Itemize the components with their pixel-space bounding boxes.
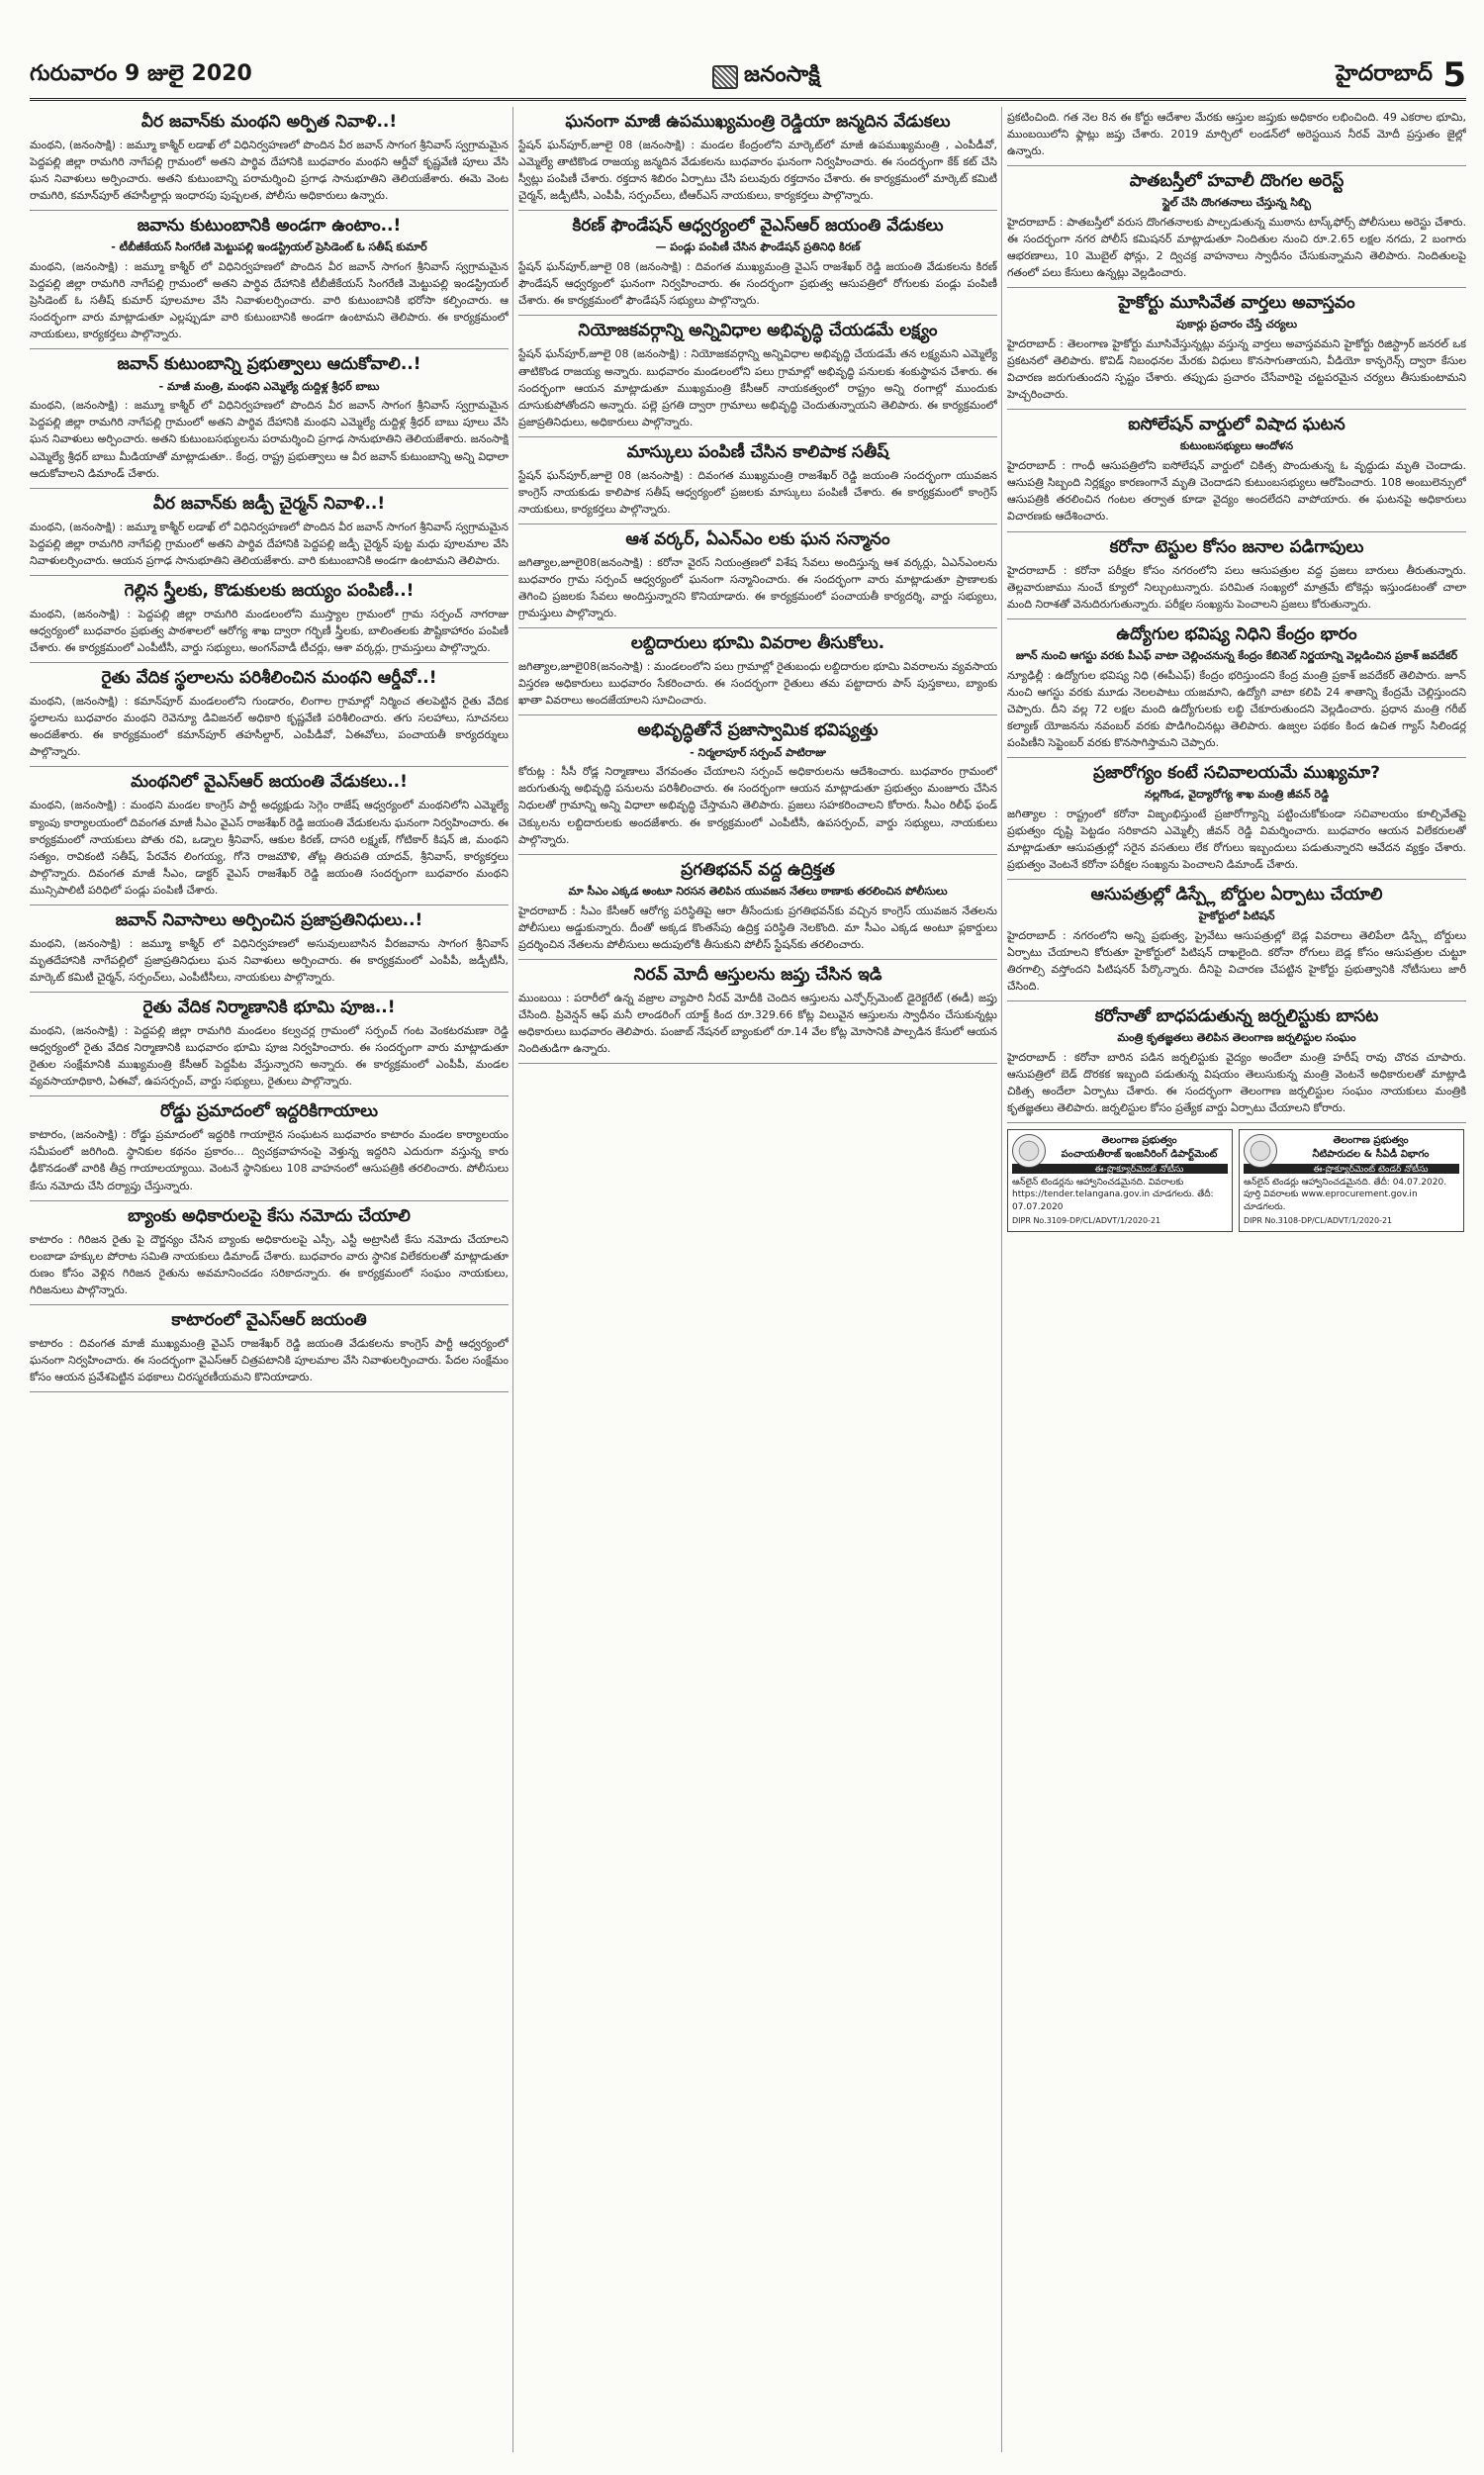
article-body: మంథని, (జనంసాక్షి) : జమ్మూ కాశ్మీర్ లో విధినిర్వహణలో పొందిన వీర జవాన్ సాగంగ శ్రీనివాస్ స్వగ్రామమైన పెద్దపల్లి జిల్లా రామగిరి నాగేపల్లి గ్రామంలో అతని పార్థివ దేహానికి టీబీజీకేయస్ సింగరేణి మెట్టుపల్లి ఇండస్ట్రియల్ ప్రెసిడెంట్ ఓ సతీష్ కుమార్ పూలమాల వేసి నివాళులర్పించారు. వారి కుటుంబానికి భరోసా కల్పించారు. ఆ సందర్భంగా వారు మాట్లాడుతూ ఎల్లప్పుడూ వారి కుటుంబానికి అండగా ఉంటామని తెలిపారు. ఈ కార్యక్రమంలో నాయకులు, కార్యకర్తలు పాల్గొన్నారు. [30, 260, 509, 341]
news-article [30, 349, 509, 488]
page-number: 5 [1442, 55, 1466, 95]
article-headline: ఆశ వర్కర్, ఏఎన్ఎం లకు ఘన సన్మానం [625, 528, 890, 549]
paper-name: జనంసాక్షి [744, 62, 820, 87]
article-headline: వీర జవాన్‌కు మంథని అర్పిత నివాళి..! [140, 112, 398, 132]
ad-notice-bar: ఈ-ప్రొక్యూర్‌మెంట్ నోటీసు [1012, 1164, 1228, 1174]
column-3 [1007, 107, 1466, 2452]
column-2 [518, 107, 997, 2452]
edition-city: హైదరాబాద్ [1336, 61, 1433, 86]
article-headline: హైకోర్టు మూసివేత వార్తలు అవాస్తవం [1118, 293, 1355, 314]
article-body: ముంబయి : పరారీలో ఉన్న వజ్రాల వ్యాపారి నీరవ్ మోదీకి చెందిన ఆస్తులను ఎన్ఫోర్స్‌మెంట్ డైరెక్టరేట్ (ఈడీ) జప్తు చేసింది. ప్రివెన్షన్ ఆఫ్ మనీ లాండరింగ్ యాక్ట్ కింద రూ.329.66 కోట్ల విలువైన ఆస్తులను స్వాధీనం చేసుకున్నట్లు అధికారులు బుధవారం తెలిపారు. పంజాబ్ నేషనల్ బ్యాంకులో రూ.14 వేల కోట్ల మోసానికి పాల్పడిన కేసులో ఆయన నిందితుడిగా ఉన్నారు. [518, 991, 997, 1055]
article-body: హైదరాబాద్ : కరోనా బారిన పడిన జర్నలిస్టుకు వైద్యం అందేలా మంత్రి హరీష్ రావు చొరవ చూపారు. ఆసుపత్రిలో బెడ్ దొరకక ఇబ్బంది పడుతున్న విషయం తెలుసుకున్న మంత్రి వెంటనే అధికారులతో మాట్లాడి చికిత్స అందేలా ఏర్పాటు చేశారు. ఈ సందర్భంగా తెలంగాణ జర్నలిస్టుల సంఘం నాయకులు మంత్రికి కృతజ్ఞతలు తెలిపారు. జర్నలిస్టుల కోసం ప్రత్యేక వార్డు ఏర్పాటు చేయాలని కోరారు. [1007, 1051, 1466, 1115]
article-headline: పాతబస్తీలో హవాలీ దొంగల అరెస్ట్ [1129, 171, 1345, 192]
article-subheadline: హైకోర్టులో పిటిషన్ [1198, 909, 1275, 923]
news-article [30, 1305, 509, 1392]
ad-subtitle: పంచాయతీరాజ్ ఇంజనీరింగ్ డిపార్ట్‌మెంట్ [1061, 1148, 1218, 1160]
logo-icon [712, 65, 738, 89]
ad-notice-bar: ఈ-ప్రొక్యూర్‌మెంట్ టెండర్ నోటీసు [1244, 1164, 1459, 1174]
article-body: మంథని, (జనంసాక్షి) : జమ్మూ కాశ్మీర్ లో విధినిర్వహణలో పొందిన వీర జవాన్ సాగంగ శ్రీనివాస్ స్వగ్రామమైన పెద్దపల్లి జిల్లా రామగిరి నాగేపల్లి గ్రామంలో అతని పార్థివ దేహానికి మంథని ఎమ్మెల్యే దుద్దిళ్ల శ్రీధర్ బాబు పూలు వేసి ఘన నివాళులు అర్పించారు. అతని కుటుంబసభ్యులను పరామర్శించి ప్రగాఢ సానుభూతిని తెలియజేశారు. జనంసాక్షి ఎమ్మెల్యే శ్రీధర్ బాబు మీడియాతో మాట్లాడుతూ.. కేంద్ర, రాష్ట్ర ప్రభుత్వాలు ఆ వీర జవాన్ కుటుంబాన్ని అన్ని విధాలా ఆదుకోవాలని డిమాండ్ చేశారు. [30, 399, 509, 480]
article-body: హైదరాబాద్ : పాతబస్తీలో వరుస దొంగతనాలకు పాల్పడుతున్న ముఠాను టాస్క్‌ఫోర్స్ పోలీసులు అరెస్టు చేశారు. ఈ సందర్భంగా నగర పోలీస్ కమిషనర్ మాట్లాడుతూ నిందితుల నుంచి రూ.2.65 లక్షల నగదు, 2 బంగారు ఆభరణాలు, 10 మొబైల్ ఫోన్లు, 2 ద్విచక్ర వాహనాలు స్వాధీనం చేసుకున్నామని తెలిపారు. నిందితులపై గతంలో పలు కేసులు ఉన్నట్లు వెల్లడించారు. [1007, 216, 1466, 280]
column-divider [1001, 107, 1002, 2452]
article-headline: కరోనాతో బాధపడుతున్న జర్నలిస్టుకు బాసట [1094, 1006, 1379, 1027]
article-headline: రైతు వేదిక స్థలాలను పరిశీలించిన మంథని ఆర్డీవో..! [101, 668, 437, 689]
article-subheadline: పుకార్లు ప్రచారం చేస్తే చర్యలు [1176, 318, 1297, 332]
news-article [30, 993, 509, 1096]
article-subheadline: మంత్రి కృతజ్ఞతలు తెలిపిన తెలంగాణ జర్నలిస్టుల సంఘం [1117, 1031, 1356, 1045]
ad-body: ఆన్‌లైన్ టెండర్లు ఆహ్వానించడమైనది. తేదీ: 04.07.2020. పూర్తి వివరాలకు www.eprocurement.gov.in చూడగలరు. [1244, 1178, 1447, 1212]
ad-title: తెలంగాణ ప్రభుత్వం [1101, 1135, 1177, 1147]
ad-body: ఆన్‌లైన్ టెండర్లను ఆహ్వానించడమైనది. వివరాలకు https://tender.telangana.gov.in చూడగలరు. తేదీ: 07.07.2020 [1012, 1178, 1214, 1212]
government-ad-1 [1007, 1129, 1233, 1231]
article-headline: మంథనిలో వైఎస్ఆర్ జయంతి వేడుకలు..! [131, 772, 408, 793]
news-article [518, 437, 997, 524]
news-article [30, 1096, 509, 1200]
article-headline: నిరవ్ మోదీ ఆస్తులను జప్తు చేసిన ఇడి [633, 964, 882, 985]
news-article [1007, 880, 1466, 1001]
article-subheadline: స్టైల్ చేసి దొంగతనాలు చేస్తున్న సిబ్బి [1161, 196, 1312, 210]
article-body: హైదరాబాద్ : గాంధీ ఆసుపత్రిలోని ఐసోలేషన్ వార్డులో చికిత్స పొందుతున్న ఓ వృద్ధుడు మృతి చెందాడు. ఆసుపత్రి సిబ్బంది నిర్లక్ష్యం కారణంగానే మృతి చెందాడని కుటుంబసభ్యులు ఆరోపించారు. 108 అంబులెన్సులో ఆసుపత్రికి తరలించిన గంటల తర్వాత కూడా వైద్యం అందలేదని వాపోయారు. ఈ ఘటనపై అధికారులు విచారణకు ఆదేశించారు. [1007, 459, 1466, 524]
news-article [1007, 758, 1466, 880]
article-headline: ఉద్యోగుల భవిష్య నిధిని కేంద్రం భారం [1116, 623, 1357, 644]
news-article [30, 1201, 509, 1305]
article-headline: జవాను కుటుంబానికి అండగా ఉంటాం..! [137, 216, 402, 237]
article-body: కాటారం : దివంగత మాజీ ముఖ్యమంత్రి వైఎస్ రాజశేఖర్ రెడ్డి జయంతి వేడుకలను కాంగ్రెస్ పార్టీ ఆధ్వర్యంలో ఘనంగా నిర్వహించారు. ఈ సందర్భంగా వైఎస్ఆర్ చిత్రపటానికి పూలమాల వేసి నివాళులర్పించారు. పేదల సంక్షేమం కోసం ఆయన ప్రవేశపెట్టిన పథకాలు చిరస్మరణీయమని కొనియాడారు. [30, 1336, 509, 1384]
article-body: కాటారం, (జనంసాక్షి) : రోడ్డు ప్రమాదంలో ఇద్దరికి గాయాలైన సంఘటన బుధవారం కాటారం మండల కార్యాలయం సమీపంలో జరిగింది. స్థానికుల కథనం ప్రకారం... ద్విచక్రవాహనంపై వెళ్తున్న ఇద్దరిని ఎదురుగా వస్తున్న కారు ఢీకొనడంతో వారికి తీవ్ర గాయాలయ్యాయి. వెంటనే స్థానికులు 108 వాహనంలో ఆసుపత్రికి తరలించారు. పోలీసులు కేసు నమోదు చేసి దర్యాప్తు చేస్తున్నారు. [30, 1128, 509, 1192]
emblem-icon [1012, 1134, 1046, 1168]
news-article [30, 107, 509, 211]
news-article [1007, 166, 1466, 288]
article-headline: ఆసుపత్రుల్లో డిస్ప్లే బోర్డుల ఏర్పాటు చేయాలి [1090, 885, 1383, 905]
issue-date: గురువారం 9 జులై 2020 [30, 61, 252, 86]
article-body: హైదరాబాద్ : సీఎం కేసీఆర్ ఆరోగ్య పరిస్థితిపై ఆరా తీసేందుకు ప్రగతిభవన్‌కు వచ్చిన కాంగ్రెస్ యువజన నేతలను పోలీసులు అడ్డుకున్నారు. దీంతో అక్కడ కొంతసేపు ఉద్రిక్త పరిస్థితి నెలకొంది. మా సీఎం ఎక్కడ అంటూ ప్లకార్డులు ప్రదర్శించిన నేతలను పోలీసులు అదుపులోకి తీసుకుని పోలీస్ స్టేషన్‌కు తరలించారు. [518, 904, 997, 951]
news-article [30, 905, 509, 993]
article-body: ప్రకటించింది. గత నెల 8న ఈ కోర్టు ఆదేశాల మేరకు ఆస్తుల జప్తుకు అధికారం లభించింది. 49 ఎకరాల భూమి, ముంబయిలోని ఫ్లాట్లు జప్తు చేశారు. 2019 మార్చిలో లండన్‌లో అరెస్టయిన నీరవ్ మోదీ ప్రస్తుతం జైల్లో ఉన్నారు. [1007, 111, 1466, 158]
news-article [30, 211, 509, 349]
ad-footer: DIPR No.3109-DP/CL/ADVT/1/2020-21 [1012, 1215, 1161, 1225]
news-article [1007, 532, 1466, 619]
news-article [30, 663, 509, 767]
article-headline: వీర జవాన్‌కు జడ్పీ చైర్మన్ నివాళి..! [152, 493, 386, 514]
article-headline: కాటారంలో వైఎస్ఆర్ జయంతి [171, 1309, 367, 1330]
news-article [518, 211, 997, 316]
article-headline: ప్రజారోగ్యం కంటే సచివాలయమే ముఖ్యమా? [1092, 762, 1381, 783]
article-body: మంథని, (జనంసాక్షి) : జమ్మూ కాశ్మీర్ లో విధినిర్వహణలో అసువులుబాసిన వీరజవాను సాగంగ శ్రీనివాస్ మృతదేహానికి నాగేపల్లిలో ప్రజాప్రతినిధులు ఘన నివాళులు అర్పించారు. ఈ కార్యక్రమంలో ఎంపీపీ, జడ్పీటీసీ, మార్కెట్ కమిటీ చైర్మన్, సర్పంచ్‌లు, ఎంపీటీసీలు, నాయకులు పాల్గొన్నారు. [30, 936, 509, 984]
news-article [1007, 107, 1466, 166]
article-body: మంథని, (జనంసాక్షి) : జమ్మూ కాశ్మీర్ లడాఖ్ లో విధినిర్వహణలో పొందిన వీర జవాన్ సాగంగ శ్రీనివాస్ స్వగ్రామమైన పెద్దపల్లి జిల్లా రామగిరి నాగేపల్లి గ్రామంలో అతని పార్థివ దేహానికి పెద్దపల్లి జడ్పీ చైర్మన్ పుట్ట మధు పూలమాల వేసి నివాళులర్పించారు. ఆయన ప్రగాఢ సానుభూతిని తెలియజేశారు. వారి కుటుంబానికి అండగా ఉంటామని తెలిపారు. [30, 520, 509, 567]
article-headline: రైతు వేదిక నిర్మాణానికి భూమి పూజ..! [142, 997, 396, 1017]
article-headline: కిరణ్ ఫౌండేషన్ ఆధ్వర్యంలో వైఎస్ఆర్ జయంతి వేడుకలు [572, 216, 944, 237]
ad-footer: DIPR No.3108-DP/CL/ADVT/1/2020-21 [1244, 1215, 1393, 1225]
article-headline: జవాన్ నివాసాలు అర్పించిన ప్రజాప్రతినిధులు..! [115, 909, 423, 930]
column-1 [30, 107, 509, 2452]
article-body: స్టేషన్ ఘన్‌పూర్,జూలై 08 (జనంసాక్షి) : దివంగత ముఖ్యమంత్రి వైఎస్ రాజశేఖర్ రెడ్డి జయంతి వేడుకలను కిరణ్ ఫౌండేషన్ ఆధ్వర్యంలో ఘనంగా నిర్వహించారు. ఈ సందర్భంగా ప్రభుత్వ ఆసుపత్రిలో రోగులకు పండ్లు పంపిణీ చేశారు. ఈ కార్యక్రమంలో ఫౌండేషన్ సభ్యులు పాల్గొన్నారు. [518, 260, 997, 308]
article-headline: ప్రగతిభవన్ వద్ద ఉద్రిక్తత [681, 859, 835, 880]
masthead [30, 57, 1466, 101]
paper-logo [712, 57, 861, 97]
news-article [30, 489, 509, 576]
article-headline: ఘనంగా మాజీ ఉపముఖ్యమంత్రి రెడ్డియా జన్మదిన వేడుకలు [565, 112, 951, 132]
news-article [518, 628, 997, 715]
ad-title: తెలంగాణ ప్రభుత్వం [1333, 1135, 1409, 1147]
article-subheadline: నల్లగొండ, వైద్యారోగ్య శాఖ మంత్రి జీవన్ రెడ్డి [1144, 788, 1330, 802]
article-subheadline: - టీబీజీకేయస్ సింగరేణి మెట్టుపల్లి ఇండస్ట్రియల్ ప్రెసిడెంట్ ఓ సతీష్ కుమార్ [111, 240, 427, 254]
ads-row [1007, 1129, 1466, 1231]
article-body: మంథని, (జనంసాక్షి) : పెద్దపల్లి జిల్లా రామగిరి మండలం కల్వచర్ల గ్రామంలో సర్పంచ్ గంట వెంకటరమణా రెడ్డి ఆధ్వర్యంలో రైతు వేదిక నిర్మాణానికి బుధవారం భూమి పూజ నిర్వహించారు. ఈ సందర్భంగా వారు మాట్లాడుతూ రైతుల సంక్షేమానికి ముఖ్యమంత్రి కేసీఆర్ పెద్దపీట వేస్తున్నారని అన్నారు. ఈ కార్యక్రమంలో ఎంపీపీ, మండల వ్యవసాయాధికారి, ఏఈవో, ఉపసర్పంచ్, వార్డు సభ్యులు, రైతులు పాల్గొన్నారు. [30, 1024, 509, 1089]
news-article [518, 107, 997, 211]
article-headline: లబ్దిదారులు భూమి వివరాల తీసుకోలు. [630, 633, 885, 654]
article-body: జగిత్యాల : రాష్ట్రంలో కరోనా విజృంభిస్తుంటే ప్రజారోగ్యాన్ని పట్టించుకోకుండా సచివాలయం కూల్చివేతపై ప్రభుత్వం దృష్టి పెట్టడం సరికాదని ఎమ్మెల్సీ జీవన్ రెడ్డి విమర్శించారు. బుధవారం ఆయన విలేకరులతో మాట్లాడుతూ ఆసుపత్రుల్లో సరైన వసతులు లేక రోగులు ఇబ్బందులు పడుతున్నారని ఆవేదన వ్యక్తం చేశారు. ప్రభుత్వం వెంటనే కరోనా పరీక్షల సంఖ్యను పెంచాలని డిమాండ్ చేశారు. [1007, 807, 1466, 871]
news-article [1007, 288, 1466, 410]
article-body: స్టేషన్ ఘన్‌పూర్,జూలై 08 (జనంసాక్షి) : మండల కేంద్రంలోని మార్కెట్‌లో మాజీ ఉపముఖ్యమంత్రి , ఎంపీడీవో, ఎమ్మెల్యే తాటికొండ రాజయ్య జన్మదిన వేడుకలను బుధవారం ఘనంగా నిర్వహించారు. ఈ సందర్భంగా కేక్ కట్ చేసి స్వీట్లు పంపిణీ చేశారు. రక్తదాన శిబిరం ఏర్పాటు చేసి పలువురు రక్తదానం చేశారు. ఈ కార్యక్రమంలో మార్కెట్ కమిటీ చైర్మన్, జడ్పీటీసీ, ఎంపీపీ, సర్పంచ్‌లు, టీఆర్ఎస్ నాయకులు, కార్యకర్తలు పాల్గొన్నారు. [518, 139, 997, 203]
article-subheadline: - నిర్మలాపూర్ సర్పంచ్ పాటిరాజు [690, 745, 826, 759]
news-article [518, 960, 997, 1064]
article-body: న్యూఢిల్లీ : ఉద్యోగుల భవిష్య నిధి (ఈపీఎఫ్) కేంద్రం భరిస్తుందని కేంద్ర మంత్రి ప్రకాశ్ జవదేకర్ తెలిపారు. జూన్ నుంచి ఆగస్టు వరకు మూడు నెలలపాటు యజమాని, ఉద్యోగి వాటా కలిపి 24 శాతాన్ని కేంద్రమే చెల్లిస్తుందని చెప్పారు. దీని వల్ల 72 లక్షల మంది ఉద్యోగులకు లబ్ధి చేకూరుతుందని వెల్లడించారు. ప్రధాన మంత్రి గరీబ్ కల్యాణ్ యోజనను నవంబర్ వరకు పొడిగించినట్లు తెలిపారు. ఉజ్వల పథకం కింద ఉచిత గ్యాస్ సిలిండర్ల పంపిణీని సెప్టెంబర్ వరకు కొనసాగిస్తామని చెప్పారు. [1007, 668, 1466, 749]
article-body: మంథని, (జనంసాక్షి) : జమ్మూ కాశ్మీర్ లడాఖ్ లో విధినిర్వహణలో పొందిన వీర జవాన్ సాగంగ శ్రీనివాస్ స్వగ్రామమైన పెద్దపల్లి జిల్లా రామగిరి నాగేపల్లి గ్రామంలో అతని పార్థివ దేహానికి బుధవారం మంథని ఆర్డీవో కృష్ణవేణి పూలు వేసి ఘన నివాళులు అర్పించారు. అతని కుటుంబాన్ని పరామర్శించి ప్రగాఢ సానుభూతిని తెలియజేశారు. ఈమె వెంట రామగిరి, కమాన్‌పూర్ తహసీల్దార్లు ఇంధారపు పుష్పలత, పోలీసు అధికారులు ఉన్నారు. [30, 139, 509, 203]
article-headline: రోడ్డు ప్రమాదంలో ఇద్దరికిగాయాలు [159, 1101, 379, 1122]
article-body: హైదరాబాద్ : తెలంగాణ హైకోర్టు మూసివేస్తున్నట్లు వస్తున్న వార్తలు అవాస్తవమని హైకోర్టు రిజిస్ట్రార్ జనరల్ ఒక ప్రకటనలో తెలిపారు. కొవిడ్ నిబంధనల మేరకు విధులు కొనసాగుతాయని, వీడియో కాన్ఫరెన్స్ ద్వారా కేసుల విచారణ జరుగుతుందని స్పష్టం చేశారు. తప్పుడు ప్రచారం చేసేవారిపై చట్టపరమైన చర్యలు తీసుకుంటామని హెచ్చరించారు. [1007, 337, 1466, 402]
article-body: హైదరాబాద్ : నగరంలోని అన్ని ప్రభుత్వ, ప్రైవేటు ఆసుపత్రుల్లో బెడ్ల వివరాలు తెలిపేలా డిస్ప్లే బోర్డులు ఏర్పాటు చేయాలని కోరుతూ హైకోర్టులో పిటిషన్ దాఖలైంది. కరోనా రోగులు బెడ్ల కోసం ఆసుపత్రుల చుట్టూ తిరగాల్సి వస్తోందని పిటిషనర్ పేర్కొన్నారు. దీనిపై విచారణ చేపట్టిన హైకోర్టు ప్రభుత్వానికి నోటీసులు జారీ చేసింది. [1007, 928, 1466, 994]
ad-subtitle: నీటిపారుదల & సీఏడీ విభాగం [1312, 1148, 1430, 1160]
column-divider [512, 107, 513, 2452]
news-article [518, 524, 997, 628]
article-subheadline: — పండ్లు పంపిణీ చేసిన ఫౌండేషన్ ప్రతినిధి కిరణ్ [655, 240, 861, 254]
article-headline: అభివృద్ధితోనే ప్రజాస్వామిక భవిష్యత్తు [637, 720, 879, 741]
article-body: జగిత్యాల,జూలై08(జనంసాక్షి) : కరోనా వైరస్ నియంత్రణలో విశేష సేవలు అందిస్తున్న ఆశ వర్కర్లు, ఏఎన్ఎంలను బుధవారం గ్రామ సర్పంచ్ ఆధ్వర్యంలో ఘనంగా సన్మానించారు. ఈ సందర్భంగా వారు మాట్లాడుతూ ప్రాణాలకు తెగించి ప్రజలకు సేవలు అందిస్తున్నారని కొనియాడారు. ఈ కార్యక్రమంలో పంచాయతీ కార్యదర్శి, వార్డు సభ్యులు, గ్రామస్తులు పాల్గొన్నారు. [518, 556, 997, 620]
news-article [30, 576, 509, 663]
article-subheadline: కుటుంబసభ్యులు ఆందోళన [1179, 439, 1294, 453]
article-body: కాటారం : గిరిజన రైతు పై దౌర్జన్యం చేసిన బ్యాంకు అధికారులపై ఎస్సీ, ఎస్టీ అట్రాసిటీ కేసు నమోదు చేయాలని లంబాడా హక్కుల పోరాట సమితి నాయకులు డిమాండ్ చేశారు. బుధవారం వారు స్థానిక విలేకరులతో మాట్లాడుతూ రుణం కోసం వెళ్లిన గిరిజన రైతును అవమానించడం సరికాదన్నారు. ఈ కార్యక్రమంలో సంఘం నాయకులు, గిరిజనులు పాల్గొన్నారు. [30, 1232, 509, 1296]
article-headline: బ్యాంకు అధికారులపై కేసు నమోదు చేయాలి [128, 1205, 411, 1226]
article-body: స్టేషన్ ఘన్‌పూర్,జూలై 08 (జనంసాక్షి) : దివంగత ముఖ్యమంత్రి రాజశేఖర్ రెడ్డి జయంతి సందర్భంగా యువజన కాంగ్రెస్ నాయకుడు కాలిపాక సతీష్ ఆధ్వర్యంలో ప్రజలకు మాస్కులు పంపిణీ చేశారు. ఈ కార్యక్రమంలో కాంగ్రెస్ నాయకులు, కార్యకర్తలు పాల్గొన్నారు. [518, 468, 997, 516]
article-subheadline: జూన్ నుంచి ఆగస్టు వరకు పీఎఫ్ వాటా చెల్లించనున్న కేంద్రం కేబినెట్ నిర్ణయాన్ని వెల్లడించిన ప్రకాశ్ జవదేకర్ [1015, 648, 1458, 662]
news-article [1007, 410, 1466, 531]
article-body: హైదరాబాద్ : కరోనా పరీక్షల కోసం నగరంలోని పలు ఆసుపత్రుల వద్ద ప్రజలు బారులు తీరుతున్నారు. తెల్లవారుజాము నుంచే క్యూలో నిల్చుంటున్నారు. పరిమిత సంఖ్యలో మాత్రమే టోకెన్లు ఇస్తుండటంతో చాలా మంది నిరాశతో వెనుదిరుగుతున్నారు. పరీక్షల సంఖ్యను పెంచాలని ప్రజలు కోరుతున్నారు. [1007, 563, 1466, 611]
news-article [518, 855, 997, 960]
news-article [1007, 619, 1466, 758]
article-body: జగిత్యాల,జూలై08(జనంసాక్షి) : మండలంలోని పలు గ్రామాల్లో రైతుబంధు లబ్దిదారుల భూమి వివరాలను వ్యవసాయ విస్తరణ అధికారులు బుధవారం సేకరించారు. ఈ సందర్భంగా రైతులు తమ పట్టాదారు పాస్ పుస్తకాలు, బ్యాంకు ఖాతా వివరాలు అందజేయాలని సూచించారు. [518, 660, 997, 708]
government-ad-2 [1239, 1129, 1464, 1231]
news-article [518, 316, 997, 436]
article-headline: మాస్కులు పంపిణీ చేసిన కాలిపాక సతీష్ [626, 441, 889, 462]
article-body: మంథని, (జనంసాక్షి) : కమాన్‌పూర్ మండలంలోని గుండారం, లింగాల గ్రామాల్లో నిర్మించ తలపెట్టిన రైతు వేదిక స్థలాలను బుధవారం మంథని రెవెన్యూ డివిజనల్ అధికారి కృష్ణవేణి పరిశీలించారు. తగు సలహాలు, సూచనలు అందజేశారు. ఈ కార్యక్రమంలో కమాన్‌పూర్ తహసీల్దార్, ఎంపీడీవో, ఏఈవోలు, పంచాయతీ కార్యదర్శులు పాల్గొన్నారు. [30, 695, 509, 759]
article-subheadline: మా సీఎం ఎక్కడ అంటూ నిరసన తెలిపిన యువజన నేతలు ఠాణాకు తరలించిన పోలీసులు [568, 884, 948, 898]
article-body: మంథని, (జనంసాక్షి) : పెద్దపల్లి జిల్లా రామగిరి మండలంలోని ముస్త్యాల గ్రామంలో గ్రామ సర్పంచ్ నాగరాజు ఆధ్వర్యంలో బుధవారం ప్రభుత్వ పాఠశాలలో ఆరోగ్య శాఖ ద్వారా గర్భిణీ స్త్రీలకు, బాలింతలకు పౌష్టికాహారం పంపిణీ చేశారు. ఈ కార్యక్రమంలో ఎంపీటీసీ, వార్డు సభ్యులు, అంగన్‌వాడీ టీచర్లు, ఆశా వర్కర్లు, గ్రామస్తులు పాల్గొన్నారు. [30, 607, 509, 655]
article-headline: గెల్లిన స్త్రీలకు, కొడుకులకు జయ్యం పంపిణీ..! [124, 580, 415, 601]
news-article [30, 767, 509, 904]
article-body: కోరుట్ల : సీసీ రోడ్ల నిర్మాణాలు వేగవంతం చేయాలని సర్పంచ్ అధికారులను ఆదేశించారు. బుధవారం గ్రామంలో జరుగుతున్న అభివృద్ధి పనులను పరిశీలించారు. ఈ సందర్భంగా ఆయన మాట్లాడుతూ ప్రభుత్వం మంజూరు చేసిన నిధులతో గ్రామాన్ని అన్ని విధాలా అభివృద్ధి చేస్తామని తెలిపారు. ప్రజలు సహకరించాలని కోరారు. సీఎం రిలీఫ్ ఫండ్ చెక్కులను లబ్దిదారులకు అందజేశారు. ఈ కార్యక్రమంలో ఎంపీటీసీ, ఉపసర్పంచ్, వార్డు సభ్యులు, నాయకులు పాల్గొన్నారు. [518, 765, 997, 846]
article-headline: నియోజకవర్గాన్ని అన్నివిధాల అభివృద్ధి చేయడమే లక్ష్యం [578, 321, 938, 341]
article-body: స్టేషన్ ఘన్‌పూర్,జూలై 08 (జనంసాక్షి) : నియోజకవర్గాన్ని అన్నివిధాల అభివృద్ధి చేయడమే తన లక్ష్యమని ఎమ్మెల్యే తాటికొండ రాజయ్య అన్నారు. బుధవారం మండలంలోని పలు గ్రామాల్లో అభివృద్ధి పనులకు శంకుస్థాపన చేశారు. ఈ సందర్భంగా ఆయన మాట్లాడుతూ ముఖ్యమంత్రి కేసీఆర్ నాయకత్వంలో రాష్ట్రం అన్ని రంగాల్లో ముందుకు దూసుకుపోతోందని అన్నారు. పల్లె ప్రగతి ద్వారా గ్రామాలు అభివృద్ధి చెందుతున్నాయని తెలిపారు. ఈ కార్యక్రమంలో ప్రజాప్రతినిధులు, అధికారులు పాల్గొన్నారు. [518, 347, 997, 428]
article-headline: జవాన్ కుటుంబాన్ని ప్రభుత్వాలు ఆదుకోవాలి..! [117, 354, 421, 375]
news-article [1007, 1001, 1466, 1123]
article-body: మంథని, (జనంసాక్షి) : మంథని మండల కాంగ్రెస్ పార్టీ అధ్యక్షుడు సెగ్గెం రాజేష్ ఆధ్వర్యంలో మంథనిలోని ఎమ్మెల్యే క్యాంపు కార్యాలయంలో దివంగత మాజీ సీఎం వైఎస్ రాజశేఖర్ రెడ్డి జయంతి వేడుకలను ఘనంగా నిర్వహించారు. ఈ కార్యక్రమంలో నాయకులు పోతు రవి, ఒడ్నాల శ్రీనివాస్, ఆకుల కిరణ్, దాసరి లక్ష్మణ్, గోటికార్ కిషన్ జి, మంథని సత్యం, రావికంటి సతీష్, పేరవేన లింగయ్య, గోనె రాజమౌళి, తోట్ల తిరుపతి యాదవ్, శ్రీనివాస్, కార్యకర్తలు పాల్గొన్నారు. దివంగత మాజీ సీఎం, డాక్టర్ వైఎస్ రాజశేఖర్ రెడ్డి జయంతి సందర్భంగా బుధవారం మంథని మున్సిపాలిటీ పరిధిలో పండ్లు పంపిణీ చేశారు. [30, 799, 509, 897]
news-article [518, 715, 997, 854]
emblem-icon [1244, 1134, 1277, 1168]
article-headline: ఐసోలేషన్ వార్డులో విషాద ఘటన [1128, 415, 1345, 435]
article-subheadline: - మాజీ మంత్రి, మంథని ఎమ్మెల్యే దుద్దిళ్ల శ్రీధర్ బాబు [158, 379, 380, 393]
article-headline: కరోనా టెస్టుల కోసం జనాల పడిగాపులు [1109, 536, 1364, 557]
